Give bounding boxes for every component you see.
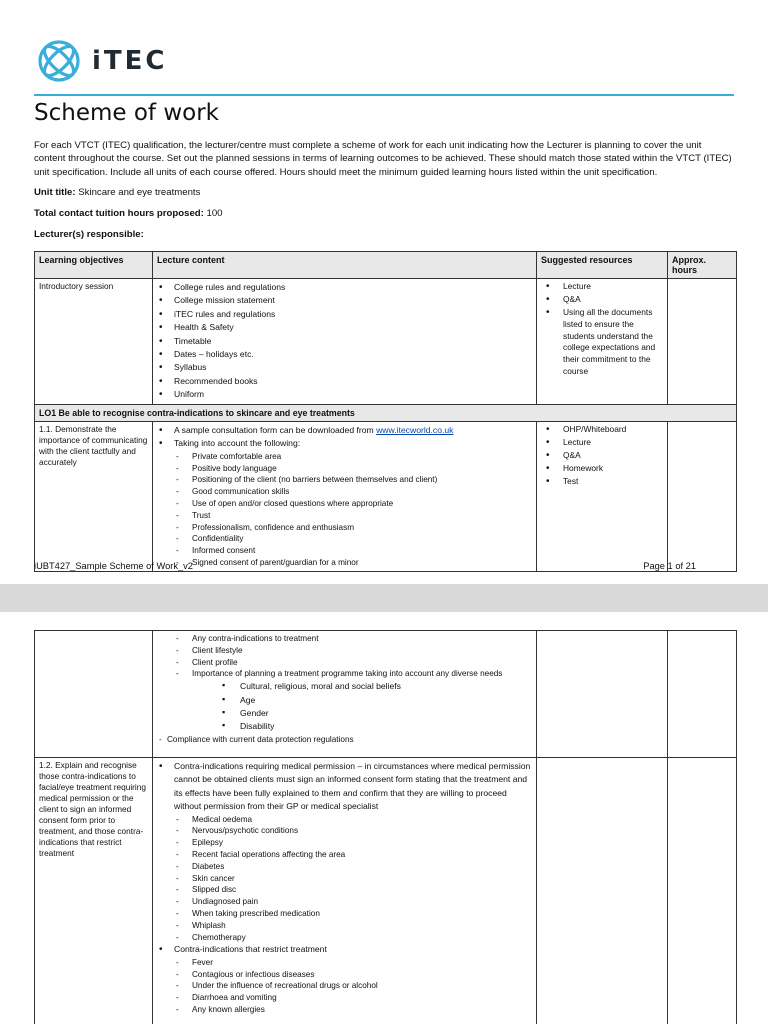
diverse-needs-list	[176, 680, 532, 734]
hours-value: 100	[206, 208, 223, 219]
list-item	[176, 668, 532, 733]
list-item: - Signed consent of parent/guardian for a minor	[176, 557, 532, 569]
list-item: - Positioning of the client (no barriers between themselves and client)	[176, 474, 532, 486]
list-item: - Undiagnosed pain	[176, 896, 532, 908]
footer-page-number: Page 1 of 21	[643, 561, 696, 571]
scheme-table-continued	[34, 630, 737, 1024]
list-item: • Q&A	[541, 450, 663, 462]
list-item: - Private comfortable area	[176, 451, 532, 463]
list-item: • College rules and regulations	[157, 281, 532, 294]
list-item: • Homework	[541, 463, 663, 475]
list-item: • Q&A	[541, 294, 663, 306]
list-item-text: Importance of planning a treatment programme taking into account any diverse needs	[192, 669, 503, 679]
table-row	[35, 631, 737, 758]
objective-cell	[35, 631, 153, 758]
content-cell	[153, 631, 537, 758]
list-item: - Skin cancer	[176, 873, 532, 885]
list-item: - Client profile	[176, 657, 532, 669]
row-1-1-resources	[541, 424, 663, 488]
hours-label: Total contact tuition hours proposed:	[34, 208, 204, 219]
list-item: • Health & Safety	[157, 321, 532, 334]
table-row	[35, 758, 737, 1024]
list-item: ▪ Disability	[176, 720, 532, 733]
lecturer-line	[34, 229, 144, 240]
col-header-hours: Approx. hours	[668, 252, 737, 279]
hours-cell	[668, 422, 737, 572]
list-item: - Fever	[176, 957, 532, 969]
list-item	[157, 437, 532, 568]
resources-cell	[537, 422, 668, 572]
list-item: - Positive body language	[176, 463, 532, 475]
hours-cell	[668, 758, 737, 1024]
page-gap	[0, 584, 768, 612]
list-item: - Contagious or infectious diseases	[176, 969, 532, 981]
table-row	[35, 422, 737, 572]
list-item: • Lecture	[541, 281, 663, 293]
logo-text: iTEC	[92, 46, 168, 76]
scheme-table	[34, 251, 737, 572]
list-item: • Uniform	[157, 388, 532, 401]
restrict-treatment-list	[176, 957, 532, 1016]
page-2	[0, 612, 768, 1024]
list-item: ▪ Age	[176, 694, 532, 707]
list-item: - Nervous/psychotic conditions	[176, 825, 532, 837]
list-item: - Compliance with current data protection regulations	[159, 734, 532, 746]
list-item: - Any known allergies	[176, 1004, 532, 1016]
unit-title-value: Skincare and eye treatments	[78, 187, 201, 198]
list-item: - Informed consent	[176, 545, 532, 557]
content-cell	[153, 422, 537, 572]
list-item: • Dates – holidays etc.	[157, 348, 532, 361]
intro-content-list	[157, 281, 532, 402]
list-item-text: Contra-indications requiring medical permission – in circumstances where medical permission cannot be obtained clients must sign an informed consent form stating that the treatment and its effects have been fully explained to them and confirm that they are willing to proceed without permission from their GP or medical specialist	[174, 761, 531, 812]
content-cell	[153, 758, 537, 1024]
consultation-text: A sample consultation form can be downloaded from	[174, 425, 377, 435]
table-row	[35, 279, 737, 405]
col-header-objectives: Learning objectives	[35, 252, 153, 279]
list-item: ▪ Gender	[176, 707, 532, 720]
list-item: - Professionalism, confidence and enthusiasm	[176, 522, 532, 534]
content-cell	[153, 279, 537, 405]
lo1-heading-row	[35, 405, 737, 422]
list-item	[157, 943, 532, 1015]
page-title: Scheme of work	[34, 100, 219, 126]
hours-cell	[668, 279, 737, 405]
list-item: • Test	[541, 476, 663, 488]
list-item: - Use of open and/or closed questions where appropriate	[176, 498, 532, 510]
compliance-list	[159, 734, 532, 746]
objective-cell: Introductory session	[35, 279, 153, 405]
unit-title-line	[34, 187, 200, 198]
list-item: - Diabetes	[176, 861, 532, 873]
list-item	[157, 424, 532, 437]
intro-paragraph: For each VTCT (ITEC) qualification, the lecturer/centre must complete a scheme of work for each unit indicating how the Lecturer is planning to cover the unit content throughout the course. Set out the planned sessions in terms of learning outcomes to be achieved. These should match those stated within the VTCT (ITEC) unit specification. Include all units of each course offered. Hours should meet the minimum guided learning hours listed within the unit specification.	[34, 140, 732, 178]
itecworld-link[interactable]: www.itecworld.co.uk	[376, 425, 454, 435]
lecturer-label: Lecturer(s) responsible:	[34, 229, 144, 240]
list-item: - Under the influence of recreational drugs or alcohol	[176, 980, 532, 992]
itec-globe-logo-icon	[34, 36, 84, 86]
footer-doc-id: iUBT427_Sample Scheme of Work_v2	[34, 561, 193, 571]
list-item-text: Contra-indications that restrict treatment	[174, 944, 327, 955]
unit-title-label: Unit title:	[34, 187, 76, 198]
resources-cell	[537, 758, 668, 1024]
list-item: - Confidentiality	[176, 533, 532, 545]
hours-cell	[668, 631, 737, 758]
list-item: - Whiplash	[176, 920, 532, 932]
list-item: • Timetable	[157, 335, 532, 348]
list-item: • Recommended books	[157, 375, 532, 388]
header-rule	[34, 94, 734, 96]
list-item: - Chemotherapy	[176, 932, 532, 944]
list-item-text: Taking into account the following:	[174, 438, 301, 449]
hours-line	[34, 208, 223, 219]
list-item: - When taking prescribed medication	[176, 908, 532, 920]
objective-cell: 1.2. Explain and recognise those contra-indications to facial/eye treatment requiring medical permission or the client to sign an informed consent form prior to treatment, and those contra-indications that restrict treatment	[35, 758, 153, 1024]
list-item: • Using all the documents listed to ensure the students understand the college expectations and their commitment to the course	[541, 307, 663, 378]
list-item: • Syllabus	[157, 361, 532, 374]
list-item: - Epilepsy	[176, 837, 532, 849]
list-item: - Medical oedema	[176, 814, 532, 826]
col-header-content: Lecture content	[153, 252, 537, 279]
table-header-row	[35, 252, 737, 279]
list-item: - Diarrhoea and vomiting	[176, 992, 532, 1004]
row-1-2-bullets	[157, 760, 532, 1016]
list-item: • OHP/Whiteboard	[541, 424, 663, 436]
list-item: - Client lifestyle	[176, 645, 532, 657]
list-item: • iTEC rules and regulations	[157, 308, 532, 321]
list-item: - Slipped disc	[176, 884, 532, 896]
list-item: - Trust	[176, 510, 532, 522]
objective-cell: 1.1. Demonstrate the importance of communicating with the client tactfully and accurately	[35, 422, 153, 572]
itec-logo	[34, 33, 174, 89]
row-1-1-dash-list	[176, 451, 532, 569]
list-item: ▪ Cultural, religious, moral and social beliefs	[176, 680, 532, 693]
resources-cell	[537, 279, 668, 405]
medical-permission-list	[176, 814, 532, 944]
resources-cell	[537, 631, 668, 758]
intro-resources-list	[541, 281, 663, 378]
list-item: • College mission statement	[157, 294, 532, 307]
list-item: • Lecture	[541, 437, 663, 449]
lo1-heading: LO1 Be able to recognise contra-indications to skincare and eye treatments	[35, 405, 737, 422]
list-item	[157, 760, 532, 943]
list-item: - Good communication skills	[176, 486, 532, 498]
col-header-resources: Suggested resources	[537, 252, 668, 279]
row-1-1-bullets	[157, 424, 532, 569]
list-item: - Recent facial operations affecting the area	[176, 849, 532, 861]
list-item: - Any contra-indications to treatment	[176, 633, 532, 645]
continued-dash-list	[176, 633, 532, 734]
